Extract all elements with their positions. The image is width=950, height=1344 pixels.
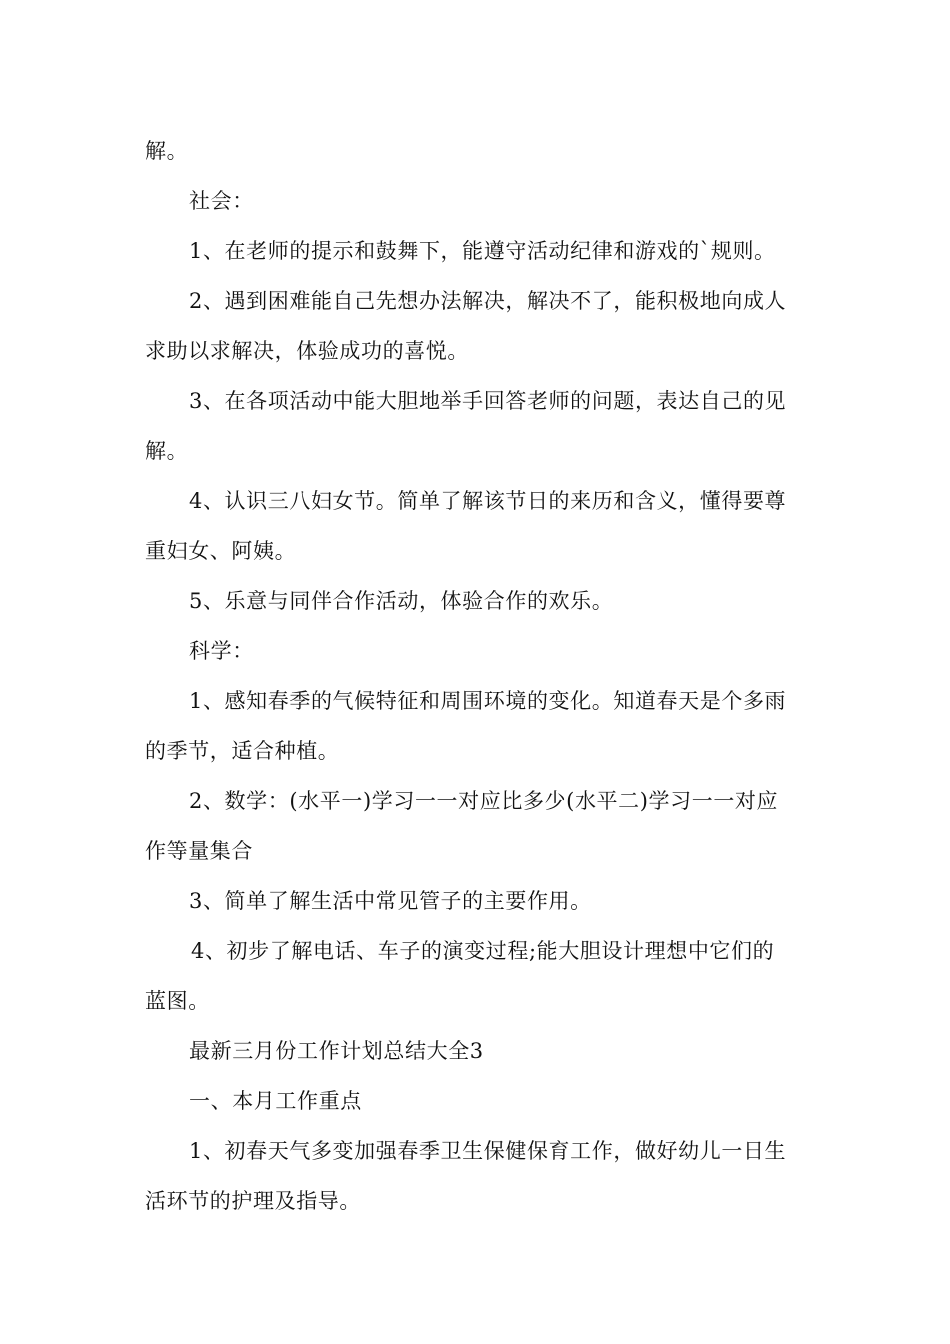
text-line: 解。 <box>145 439 189 463</box>
section-heading-science: 科学： <box>189 639 254 663</box>
text-line: 重妇女、阿姨。 <box>145 539 297 563</box>
list-item: 4、认识三八妇女节。简单了解该节日的来历和含义，懂得要尊 <box>189 489 787 513</box>
list-item: 3、在各项活动中能大胆地举手回答老师的问题，表达自己的见 <box>189 389 787 413</box>
text-line: 作等量集合 <box>145 839 253 863</box>
list-item: 1、感知春季的气候特征和周围环境的变化。知道春天是个多雨 <box>189 689 787 713</box>
list-item: 1、初春天气多变加强春季卫生保健保育工作，做好幼儿一日生 <box>189 1139 787 1163</box>
text-line: 蓝图。 <box>145 989 210 1013</box>
list-item: 2、遇到困难能自己先想办法解决，解决不了，能积极地向成人 <box>189 289 787 313</box>
document-body <box>145 126 810 1226</box>
list-item: 5、乐意与同伴合作活动，体验合作的欢乐。 <box>189 589 614 613</box>
section-heading: 一、本月工作重点 <box>189 1089 362 1113</box>
section-heading-social: 社会： <box>189 189 254 213</box>
list-item: 2、数学：(水平一)学习一一对应比多少(水平二)学习一一对应 <box>189 789 779 813</box>
text-line: 解。 <box>145 139 189 163</box>
list-item: 4、初步了解电话、车子的演变过程;能大胆设计理想中它们的 <box>191 939 775 963</box>
text-line: 活环节的护理及指导。 <box>145 1189 361 1213</box>
text-line: 的季节，适合种植。 <box>145 739 340 763</box>
list-item: 3、简单了解生活中常见管子的主要作用。 <box>189 889 592 913</box>
list-item: 1、在老师的提示和鼓舞下，能遵守活动纪律和游戏的`规则。 <box>189 239 776 263</box>
document-title: 最新三月份工作计划总结大全3 <box>189 1039 484 1063</box>
text-line: 求助以求解决，体验成功的喜悦。 <box>145 339 469 363</box>
